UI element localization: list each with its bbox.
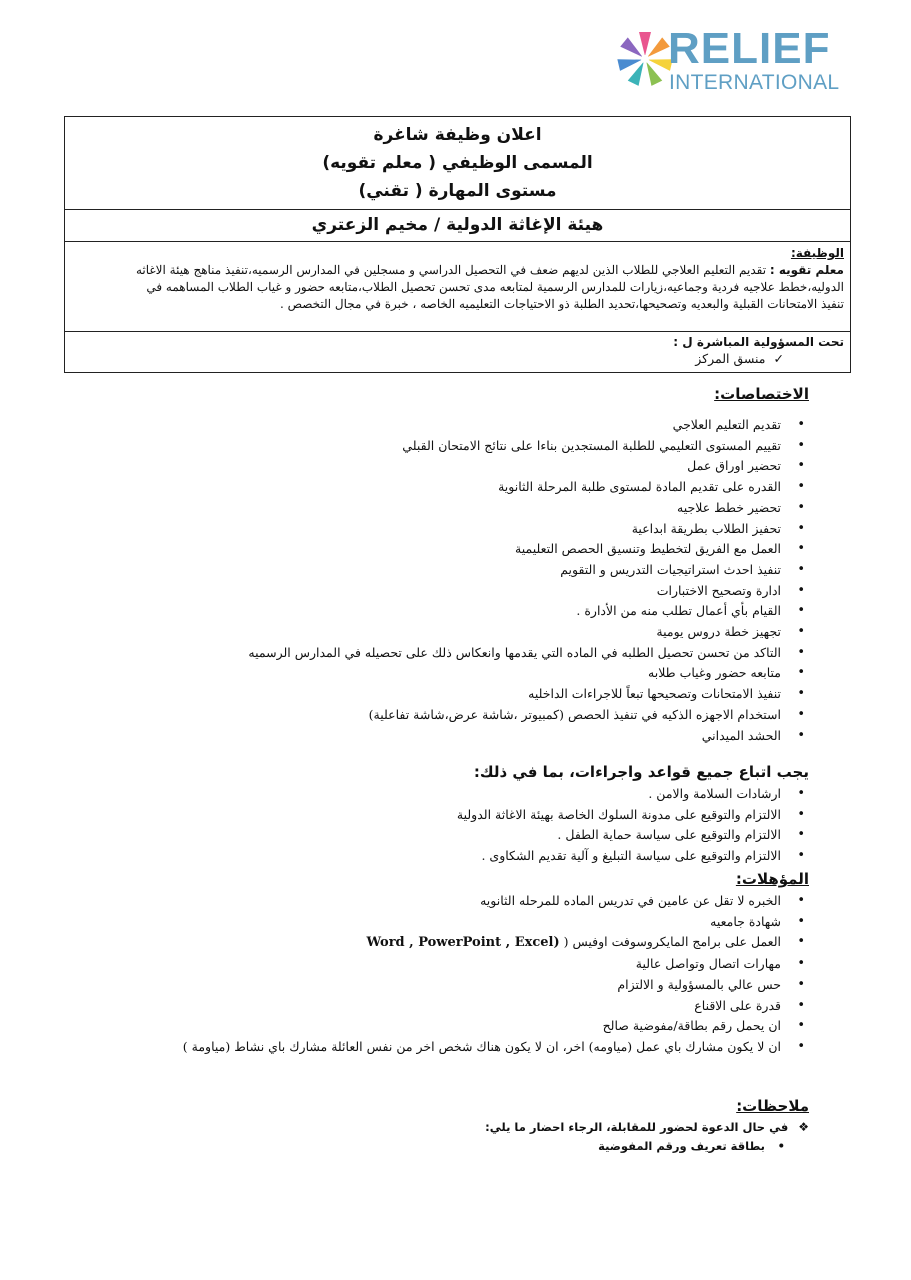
list-item: • العمل مع الفريق لتخطيط وتنسيق الحصص التعليمية bbox=[248, 539, 809, 560]
list-item: • القيام بأي أعمال تطلب منه من الأدارة . bbox=[248, 601, 809, 622]
logo-text-international: INTERNATIONAL bbox=[669, 71, 840, 94]
list-item bbox=[183, 932, 809, 954]
list-item: • ارشادات السلامة والامن . bbox=[457, 784, 809, 805]
skill-level: مستوى المهارة ( تقني) bbox=[358, 181, 557, 201]
list-item: • مهارات اتصال وتواصل عالية bbox=[183, 954, 809, 975]
reporting-item: ✓منسق المركز bbox=[695, 351, 784, 366]
job-description bbox=[65, 242, 850, 332]
list-item: • الحشد الميداني bbox=[248, 726, 809, 747]
qualifications-list bbox=[183, 891, 809, 1058]
announcement-title: اعلان وظيفة شاغرة bbox=[373, 125, 542, 145]
office-apps: Word , PowerPoint , Excel) bbox=[366, 935, 560, 951]
list-item: • تقديم التعليم العلاجي bbox=[248, 415, 809, 436]
organization-name: هيئة الإغاثة الدولية / مخيم الزعتري bbox=[65, 210, 850, 242]
job-header-box bbox=[64, 116, 851, 373]
diamond-bullet-icon: ❖ bbox=[798, 1120, 809, 1134]
list-item: • تنفيذ احدث استراتيجيات التدريس و التقويم bbox=[248, 560, 809, 581]
list-item: • الالتزام والتوقيع على مدونة السلوك الخاصة بهيئة الاغاثة الدولية bbox=[457, 805, 809, 826]
list-item: • الالتزام والتوقيع على سياسة حماية الطفل . bbox=[457, 825, 809, 846]
notes-bullet-item: • بطاقة تعريف ورقم المفوضية bbox=[598, 1137, 809, 1155]
list-item: • استخدام الاجهزه الذكيه في تنفيذ الحصص (كمبيوتر ،شاشة عرض،شاشة تفاعلية) bbox=[248, 705, 809, 726]
office-prefix: العمل على برامج المايكروسوفت اوفيس ( bbox=[563, 934, 781, 950]
list-item: • الالتزام والتوقيع على سياسة التبليغ و آلية تقديم الشكاوى . bbox=[457, 846, 809, 867]
list-item: • التاكد من تحسن تحصيل الطلبه في الماده التي يقدمها وانعكاس ذلك على تحصيله في المدارس الرسميه bbox=[248, 643, 809, 664]
job-description-line3: تنفيذ الامتحانات القبلية والبعديه وتصحيحها،تحديد الطلبة ذو الاحتياجات التعليميه الخاصه ، خبرة في مجال التخصص . bbox=[279, 297, 844, 311]
list-item: • تقييم المستوى التعليمي للطلبة المستجدين بناءا على نتائج الامتحان القبلي bbox=[248, 436, 809, 457]
job-title: المسمى الوظيفي ( معلم تقويه) bbox=[322, 153, 593, 173]
list-item: • تنفيذ الامتحانات وتصحيحها تبعاً للاجراءات الداخليه bbox=[248, 684, 809, 705]
list-item: • شهادة جامعيه bbox=[183, 912, 809, 933]
rules-list bbox=[457, 784, 809, 867]
list-item: • تحضير خطط علاجيه bbox=[248, 498, 809, 519]
qualifications-heading: المؤهلات: bbox=[735, 870, 809, 888]
title-section bbox=[65, 117, 850, 210]
list-item: • قدرة على الاقناع bbox=[183, 996, 809, 1017]
list-item: • الخبره لا تقل عن عامين في تدريس الماده للمرحله الثانويه bbox=[183, 891, 809, 912]
reporting-section bbox=[65, 332, 850, 372]
list-item: • تجهيز خطة دروس يومية bbox=[248, 622, 809, 643]
list-item: • تحفيز الطلاب بطريقة ابداعية bbox=[248, 519, 809, 540]
specializations-list bbox=[248, 415, 809, 746]
list-item: • متابعه حضور وغياب طلابه bbox=[248, 663, 809, 684]
list-item: • تحضير اوراق عمل bbox=[248, 456, 809, 477]
relief-international-logo bbox=[616, 24, 840, 98]
job-description-line1: معلم تقويه : تقديم التعليم العلاجي للطلاب الذين لديهم ضعف في التحصيل الدراسي و مسجلين في المدارس الرسميه،تنفيذ مناهج هيئة الاغاثه bbox=[135, 263, 844, 277]
rules-heading: يجب اتباع جميع قواعد واجراءات، بما في ذلك: bbox=[473, 763, 809, 781]
job-label: الوظيفة: bbox=[790, 246, 844, 260]
role-label: معلم تقويه : bbox=[769, 263, 844, 277]
list-item: • حس عالي بالمسؤولية و الالتزام bbox=[183, 975, 809, 996]
check-icon: ✓ bbox=[773, 351, 784, 366]
notes-instruction: ❖في حال الدعوة لحضور للمقابلة، الرجاء احضار ما يلي: bbox=[485, 1120, 809, 1134]
flower-logo-icon bbox=[616, 28, 674, 90]
list-item: • ادارة وتصحيح الاختبارات bbox=[248, 581, 809, 602]
reporting-label: تحت المسؤولية المباشرة ل : bbox=[673, 335, 844, 349]
list-item: • القدره على تقديم المادة لمستوى طلبة المرحلة الثانوية bbox=[248, 477, 809, 498]
specializations-heading: الاختصاصات: bbox=[714, 385, 809, 403]
list-item: • ان يحمل رقم بطاقة/مفوضية صالح bbox=[183, 1016, 809, 1037]
logo-text-relief: RELIEF bbox=[668, 24, 831, 73]
job-description-line2: الدوليه،خطط علاجيه فردية وجماعيه،زيارات للمدارس الرسمية لمتابعه مدى تحسن تحصيل الطلاب،متابعه حضور و غياب الطلاب المساهمه في bbox=[146, 280, 844, 294]
notes-heading: ملاحظات: bbox=[736, 1097, 809, 1115]
list-item: • ان لا يكون مشارك باي عمل (مياومه) اخر، ان لا يكون هناك شخص اخر من نفس العائلة مشارك باي نشاط (مياومة ) bbox=[183, 1037, 809, 1058]
